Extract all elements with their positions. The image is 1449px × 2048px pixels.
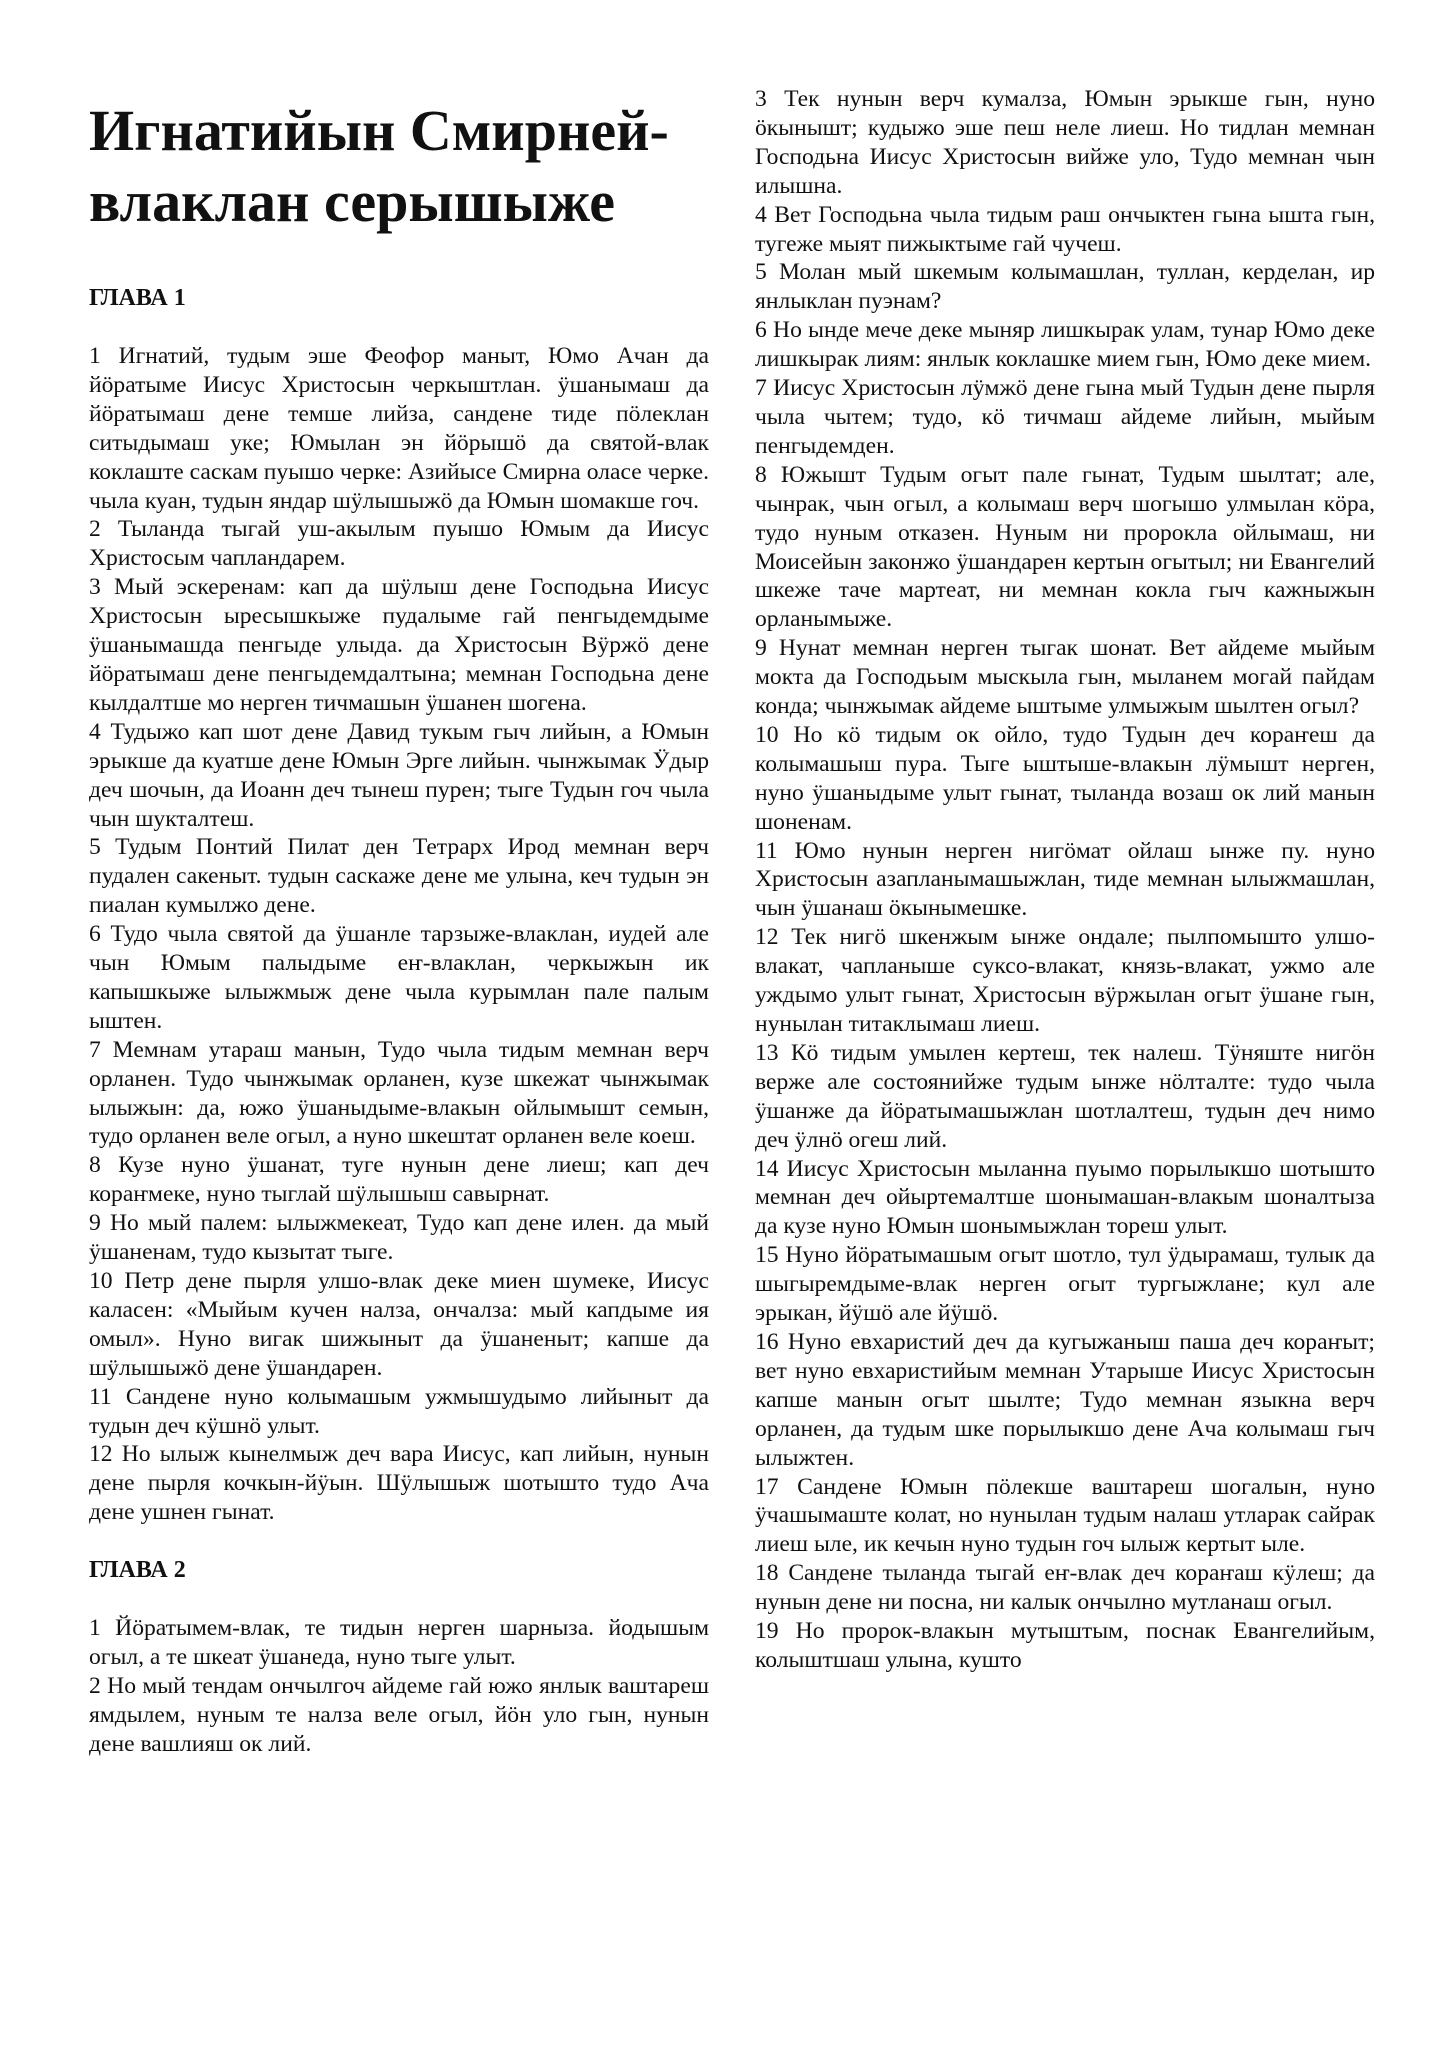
verse: 1 Игнатий, тудым эше Феофор маныт, Юмо Ачан да йӧратыме Иисус Христосын черкыштлан. ӱшанымаш да йӧратымаш дене темше лийза, сандене тиде пӧлеклан ситыдымаш уке; Юмылан эн йӧрышӧ да святой-влак коклаште саскам пуышо черке: Азийысе Смирна оласе черке. чыла куан, тудын яндар шӱлышыжӧ да Юмын шомакше гоч.: [89, 343, 709, 514]
verse: 6 Тудо чыла святой да ӱшанле тарзыже-влаклан, иудей але чын Юмым палыдыме еҥ-влаклан, черкыжын ик капышкыже ылыжмыж дене чыла курымлан пале палым ыштен.: [89, 921, 709, 1034]
verse: 9 Нунат мемнан нерген тыгак шонат. Вет айдеме мыйым мокта да Господьым мыскыла гын, мыланем могай пайдам конда; чынжымак айдеме ыштыме улмыжым шылтен огыл?: [755, 635, 1375, 720]
right-column: [755, 85, 1375, 1675]
chapter-heading: ГЛАВА 2: [89, 1557, 186, 1584]
verse: 13 Кӧ тидым умылен кертеш, тек налеш. Тӱняште нигӧн верже але состоянийже тудым ынже нӧлталте: тудо чыла ӱшанже да йӧратымашыжлан шотлалтеш, тудын деч нимо деч ӱлнӧ огеш лий.: [755, 1039, 1375, 1153]
page-title: Игнатийын Смирней-влаклан серышыже: [89, 98, 669, 234]
chapter-heading: ГЛАВА 1: [89, 285, 186, 311]
verse: 3 Тек нунын верч кумалза, Юмын эрыкше гын, нуно ӧкынышт; кудыжо эше пеш неле лиеш. Но тидлан мемнан Господьна Иисус Христосын вийже уло, Тудо мемнан чын илышна.: [755, 86, 1375, 199]
verse: 1 Йӧратымем-влак, те тидын нерген шарныза. йодышым огыл, а те шкеат ӱшанеда, нуно тыге улыт.: [89, 1615, 709, 1671]
verse: 18 Сандене тыланда тыгай еҥ-влак деч кораҥаш кӱлеш; да нунын дене ни посна, ни калык ончылно мутланаш огыл.: [755, 1560, 1375, 1616]
verse: 9 Но мый палем: ылыжмекеат, Тудо кап дене илен. да мый ӱшаненам, тудо кызытат тыге.: [89, 1210, 709, 1266]
verse: 8 Кузе нуно ӱшанат, туге нунын дене лиеш; кап деч кораҥмеке, нуно тыглай шӱлышыш савырнат.: [89, 1152, 709, 1208]
verse: 4 Вет Господьна чыла тидым раш ончыктен гына ышта гын, тугеже мыят пижыктыме гай чучеш.: [755, 201, 1375, 257]
verse: 16 Нуно евхаристий деч да кугыжаныш паша деч кораҥыт; вет нуно евхаристийым мемнан Утарыше Иисус Христосын капше манын огыт шылте; Тудо мемнан языкна верч орланен, да тудым шке порылыкшо дене Ача колымаш гыч ылыжтен.: [755, 1328, 1375, 1471]
verse: 6 Но ынде мече деке мыняр лишкырак улам, тунар Юмо деке лишкырак лиям: янлык коклашке мием гын, Юмо деке мием.: [755, 317, 1375, 373]
verse: 7 Иисус Христосын лӱмжӧ дене гына мый Тудын дене пырля чыла чытем; тудо, кӧ тичмаш айдеме лийын, мыйым пенгыдемден.: [755, 375, 1375, 459]
verse: 12 Тек нигӧ шкенжым ынже ондале; пылпомышто улшо-влакат, чапланыше суксо-влакат, князь-влакат, ужмо але уждымо улыт гынат, Христосын вӱржылан огыт ӱшане гын, нунылан титаклымаш лиеш.: [755, 924, 1375, 1037]
verse: 12 Но ылыж кынелмыж деч вара Иисус, кап лийын, нунын дене пырля кочкын-йӱын. Шӱлышыж шотышто тудо Ача дене ушнен гынат.: [89, 1441, 709, 1526]
verse: 10 Но кӧ тидым ок ойло, тудо Тудын деч кораҥеш да колымашыш пура. Тыге ыштыше-влакын лӱмышт нерген, нуно ӱшаныдыме улыт гынат, тыланда возаш ок лий манын шоненам.: [755, 721, 1375, 835]
verse: 14 Иисус Христосын мыланна пуымо порылыкшо шотышто мемнан деч ойыртемалтше шонымашан-влакым шоналтыза да кузе нуно Юмын шонымыжлан тореш улыт.: [755, 1155, 1375, 1240]
verse: 11 Юмо нунын нерген нигӧмат ойлаш ынже пу. нуно Христосын азапланымашыжлан, тиде мемнан ылыжмашлан, чын ӱшанаш ӧкынымешке.: [755, 837, 1375, 922]
verse: 2 Но мый тендам ончылгоч айдеме гай южо янлык ваштареш ямдылем, нуным те налза веле огыл, йӧн уло гын, нунын дене вашлияш ок лий.: [89, 1672, 709, 1757]
verse: 10 Петр дене пырля улшо-влак деке миен шумеке, Иисус каласен: «Мыйым кучен налза, ончалза: мый капдыме ия омыл». Нуно вигак шижыныт да ӱшаненыт; капше да шӱлышыжӧ дене ӱшандарен.: [89, 1268, 709, 1381]
verse: 5 Молан мый шкемым колымашлан, туллан, керделан, ир янлыклан пуэнам?: [755, 259, 1375, 315]
verse: 3 Мый эскеренам: кап да шӱлыш дене Господьна Иисус Христосын ыресышкыже пудалыме гай пенгыдемдыме ӱшанымашда пенгыде улыда. да Христосын Вӱржӧ дене йӧратымаш дене пенгыдемдалтына; мемнан Господьна дене кылдалтше мо нерген тичмашын ӱшанен шогена.: [89, 574, 709, 716]
verse: 17 Сандене Юмын пӧлекше ваштареш шогалын, нуно ӱчашымаште колат, но нунылан тудым налаш утларак сайрак лиеш ыле, ик кечын нуно тудын гоч ылыж кертыт ыле.: [755, 1473, 1375, 1558]
verse: 8 Южышт Тудым огыт пале гынат, Тудым шылтат; але, чынрак, чын огыл, а колымаш верч шогышо улмылан кӧра, тудо нуным отказен. Нуным ни пророкла ойлымаш, ни Моисейын законжо ӱшандарен кертын огытыл; ни Евангелий шкеже таче мартеат, ни мемнан кокла гыч кажныжын орланымыже.: [755, 461, 1375, 633]
left-column: [89, 85, 709, 1759]
verse: 15 Нуно йӧратымашым огыт шотло, тул ӱдырамаш, тулык да шыгыремдыме-влак нерген огыт тургыжлане; кул але эрыкан, йӱшӧ але йӱшӧ.: [755, 1242, 1375, 1327]
verse: 2 Тыланда тыгай уш-акылым пуышо Юмым да Иисус Христосым чапландарем.: [89, 516, 709, 572]
verse: 7 Мемнам утараш манын, Тудо чыла тидым мемнан верч орланен. Тудо чынжымак орланен, кузе шкежат чынжымак ылыжын: да, южо ӱшаныдыме-влакын ойлымышт семын, тудо орланен веле огыл, а нуно шкештат орланен веле коеш.: [89, 1036, 709, 1150]
verse: 11 Сандене нуно колымашым ужмышудымо лийыныт да тудын деч кӱшнӧ улыт.: [89, 1383, 709, 1439]
verse: 19 Но пророк-влакын мутыштым, поснак Евангелийым, колыштшаш улына, кушто: [755, 1618, 1375, 1673]
verse: 4 Тудыжо кап шот дене Давид тукым гыч лийын, а Юмын эрыкше да куатше дене Юмын Эрге лийын. чынжымак Ӱдыр деч шочын, да Иоанн деч тынеш пурен; тыге Тудын гоч чыла чын шукталтеш.: [89, 718, 709, 832]
verse: 5 Тудым Понтий Пилат ден Тетрарх Ирод мемнан верч пудален сакеныт. тудын саскаже дене ме улына, кеч тудын эн пиалан кумылжо дене.: [89, 834, 709, 919]
